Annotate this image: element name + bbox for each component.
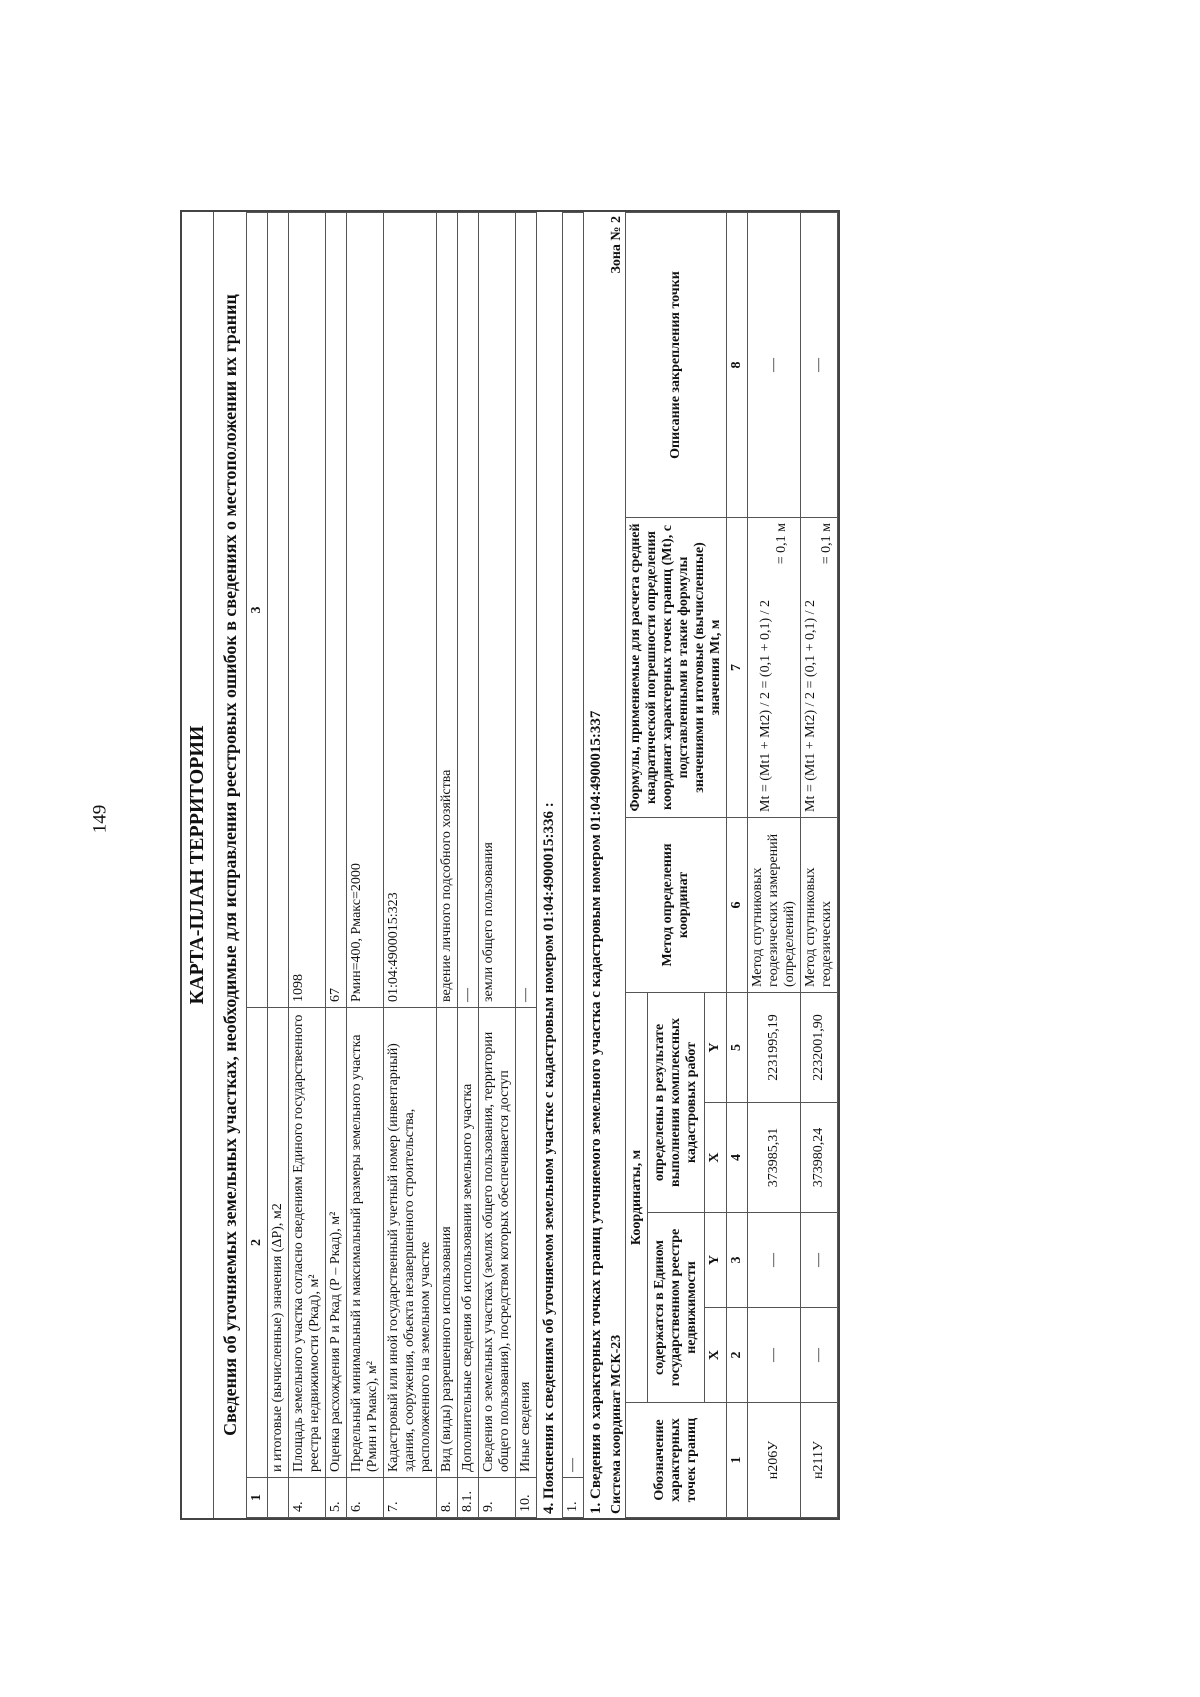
description-value: —: [748, 213, 801, 518]
y-egrn: —: [801, 1213, 838, 1308]
x-egrn: —: [801, 1308, 838, 1403]
formula-value: Mt = (Mt1 + Mt2) / 2 = (0,1 + 0,1) / 2: [758, 599, 773, 812]
document-frame: [180, 210, 840, 1520]
document-subtitle: Сведения об уточняемых земельных участках, необходимые для исправления реестровых ошибок в сведениях о местоположении их границ: [220, 294, 240, 1436]
formula-result: = 0,1 м: [774, 522, 789, 565]
formula-header: Формулы, применяемые для расчета средней квадратической погрешности определения координат характерных точек границ (Mt), с подставленными в такие формулы значениями и итоговые (вычисленные) значения Mt, м: [626, 517, 727, 817]
row-description: Оценка расхождения Р и Ркад (Р – Ркад), м²: [326, 1008, 347, 1478]
document-title: КАРТА-ПЛАН ТЕРРИТОРИИ: [182, 212, 214, 1518]
row-description: Сведения о земельных участках (землях общего пользования, территории общего пользования), посредством которых обеспечивается доступ: [479, 1008, 516, 1478]
row-number: 4.: [289, 1478, 326, 1518]
formula-result: = 0,1 м: [819, 522, 834, 565]
x-header: X: [704, 1308, 726, 1403]
x-header: X: [704, 1103, 726, 1213]
row-value: —: [563, 213, 584, 1478]
designation-header: Обозначение характерных точек границ: [626, 1403, 727, 1518]
y-header: Y: [704, 1213, 726, 1308]
row-number: 5.: [326, 1478, 347, 1518]
table-row: [347, 213, 384, 1518]
description-header: Описание закрепления точки: [626, 213, 727, 518]
column-number: 7: [727, 517, 748, 817]
row-value: —: [458, 213, 479, 1008]
formula-cell: [801, 517, 838, 817]
section-4-table: [562, 212, 584, 1518]
column-number: 2: [727, 1308, 748, 1403]
column-number: 1: [727, 1403, 748, 1518]
egrn-header: содержатся в Едином государственном реестре недвижимости: [648, 1213, 704, 1403]
row-value: 01:04:4900015:323: [384, 213, 437, 1008]
column-number: 8: [727, 213, 748, 518]
table-row: [268, 213, 289, 1518]
page-number: 149: [89, 804, 111, 834]
row-number: 6.: [347, 1478, 384, 1518]
y-value: 2231995,19: [748, 992, 801, 1102]
parcel-info-table: [246, 212, 537, 1518]
row-number: 7.: [384, 1478, 437, 1518]
method-header: Метод определения координат: [626, 817, 727, 992]
row-number: [268, 1478, 289, 1518]
column-number: 3: [727, 1213, 748, 1308]
column-number: 5: [727, 992, 748, 1102]
y-header: Y: [704, 992, 726, 1102]
point-id: н206У: [748, 1403, 801, 1518]
section-4-heading: 4. Пояснения к сведениям об уточняемом земельном участке с кадастровым номером 01:04:4900015:336 :: [541, 802, 557, 1514]
coordinates-header: Координаты, м: [626, 992, 648, 1402]
row-number: 8.1.: [458, 1478, 479, 1518]
row-description: Дополнительные сведения об использовании земельного участка: [458, 1008, 479, 1478]
point-id: н211У: [801, 1403, 838, 1518]
table-header-row: [247, 213, 268, 1518]
boundary-points-table: [625, 212, 838, 1518]
method-value: Метод спутниковых геодезических: [801, 817, 838, 992]
table-row: [437, 213, 458, 1518]
row-description: Кадастровый или иной государственный учетный номер (инвентарный) здания, сооружения, объекта незавершенного строительства, расположенного на земельном участке: [384, 1008, 437, 1478]
row-description: Иные сведения: [516, 1008, 537, 1478]
formula-cell: [748, 517, 801, 817]
coordinate-system: Система координат МСК-23: [609, 1334, 624, 1514]
row-value: ведение личного подсобного хозяйства: [437, 213, 458, 1008]
table-row: [563, 213, 584, 1518]
determined-header: определены в результате выполнения комплексных кадастровых работ: [648, 992, 704, 1212]
row-number: 10.: [516, 1478, 537, 1518]
row-number: 9.: [479, 1478, 516, 1518]
x-egrn: —: [748, 1308, 801, 1403]
y-egrn: —: [748, 1213, 801, 1308]
table-row: [289, 213, 326, 1518]
section-1-heading: 1. Сведения о характерных точках границ уточняемого земельного участка с кадастровым номером 01:04:4900015:337: [588, 710, 604, 1514]
header-cell: 2: [247, 1008, 268, 1478]
x-value: 373985,31: [748, 1103, 801, 1213]
row-description: Предельный минимальный и максимальный размеры земельного участка (Рмин и Рмакс), м²: [347, 1008, 384, 1478]
row-description: Площадь земельного участка согласно сведениям Единого государственного реестра недвижимости (Ркад), м²: [289, 1008, 326, 1478]
header-cell: 1: [247, 1478, 268, 1518]
column-number: 6: [727, 817, 748, 992]
zone-label: Зона № 2: [609, 216, 624, 274]
table-row: [516, 213, 537, 1518]
coordinate-system-line: [609, 212, 625, 1518]
table-row: [801, 213, 838, 1518]
table-row: [479, 213, 516, 1518]
table-row: [384, 213, 437, 1518]
column-number-row: [727, 213, 748, 1518]
table-row: [326, 213, 347, 1518]
row-value: Рмин=400, Рмакс=2000: [347, 213, 384, 1008]
formula-value: Mt = (Mt1 + Mt2) / 2 = (0,1 + 0,1) / 2: [803, 599, 818, 812]
table-row: [458, 213, 479, 1518]
row-number: 8.: [437, 1478, 458, 1518]
row-value: [268, 213, 289, 1008]
header-cell: 3: [247, 213, 268, 1008]
row-number: 1.: [563, 1478, 584, 1518]
y-value: 2232001,90: [801, 992, 838, 1102]
column-number: 4: [727, 1103, 748, 1213]
method-value: Метод спутниковых геодезических измерений (определений): [748, 817, 801, 992]
row-description: Вид (виды) разрешенного использования: [437, 1008, 458, 1478]
row-value: 67: [326, 213, 347, 1008]
x-value: 373980,24: [801, 1103, 838, 1213]
row-value: земли общего пользования: [479, 213, 516, 1008]
rotated-page-content: [180, 150, 1040, 1520]
table-header-row: [626, 213, 648, 1518]
row-description: и итоговые (вычисленные) значения (ΔР), м2: [268, 1008, 289, 1478]
table-row: [748, 213, 801, 1518]
row-value: 1098: [289, 213, 326, 1008]
description-value: —: [801, 213, 838, 518]
row-value: —: [516, 213, 537, 1008]
